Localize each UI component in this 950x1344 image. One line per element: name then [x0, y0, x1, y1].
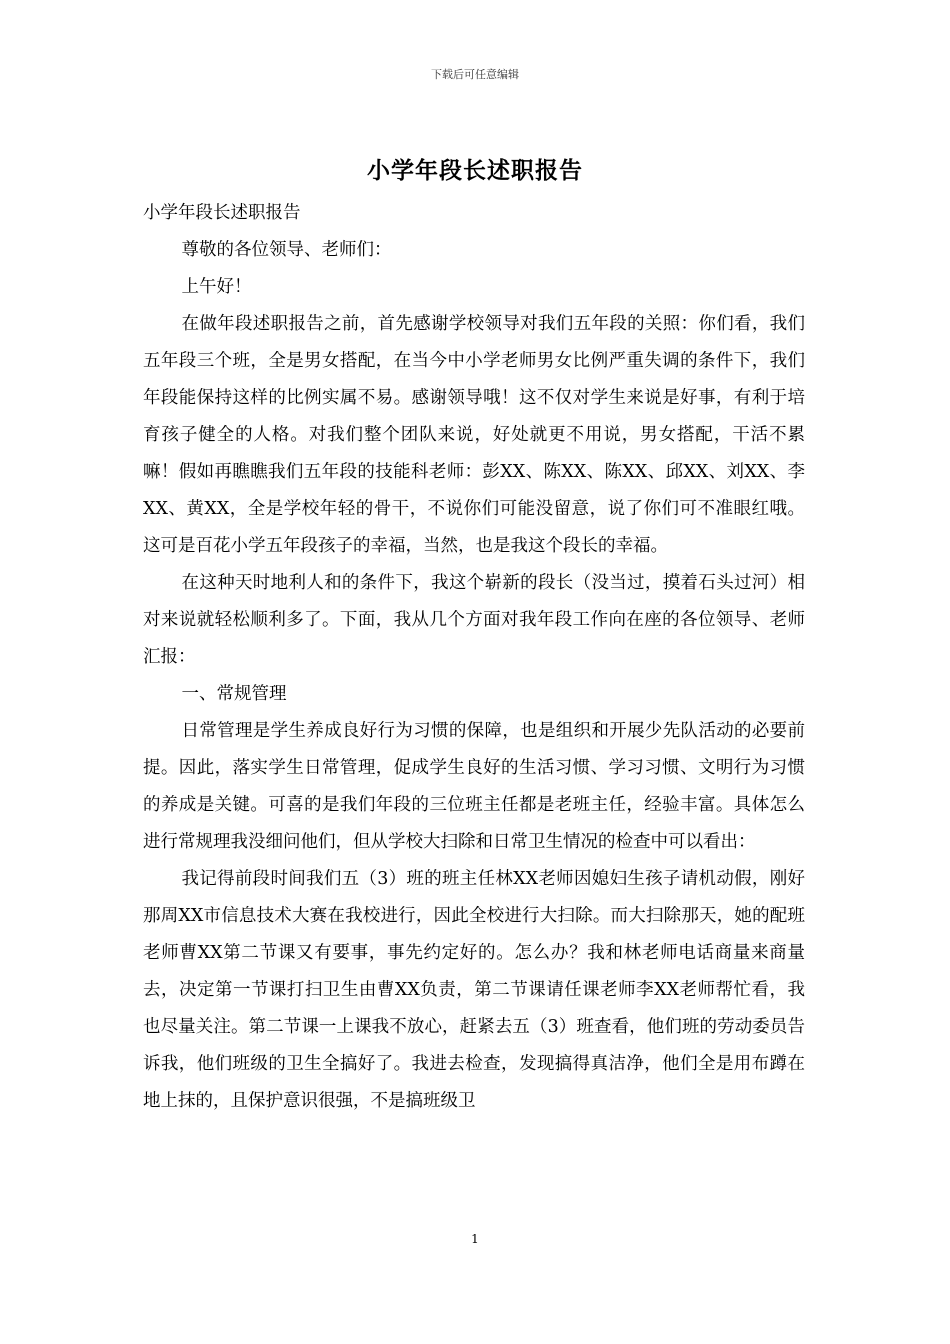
- document-body: [143, 195, 805, 1120]
- paragraph-routine: 日常管理是学生养成良好行为习惯的保障，也是组织和开展少先队活动的必要前提。因此，落实学生日常管理，促成学生良好的生活习惯、学习习惯、文明行为习惯的养成是关键。可喜的是我们年段的三位班主任都是老班主任，经验丰富。具体怎么进行常规理我没细问他们，但从学校大扫除和日常卫生情况的检查中可以看出：: [143, 721, 805, 852]
- section-heading-routine: 一、常规管理: [181, 684, 287, 704]
- paragraph-greeting: 上午好！: [181, 277, 252, 297]
- paragraph-subtitle: 小学年段长述职报告: [143, 203, 301, 223]
- header-note: 下载后可任意编辑: [431, 68, 519, 81]
- paragraph-intro: 在做年段述职报告之前，首先感谢学校领导对我们五年段的关照：你们看，我们五年段三个班，全是男女搭配，在当今中小学老师男女比例严重失调的条件下，我们年段能保持这样的比例实属不易。感谢领导哦！这不仅对学生来说是好事，有利于培育孩子健全的人格。对我们整个团队来说，好处就更不用说，男女搭配，干活不累嘛！假如再瞧瞧我们五年段的技能科老师：彭XX、陈XX、陈XX、邱XX、刘XX、李XX、黄XX，全是学校年轻的骨干，不说你们可能没留意，说了你们可不准眼红哦。这可是百花小学五年段孩子的幸福，当然，也是我这个段长的幸福。: [143, 314, 805, 556]
- document-title: 小学年段长述职报告: [367, 157, 583, 184]
- paragraph-salutation: 尊敬的各位领导、老师们：: [181, 240, 392, 260]
- paragraph-transition: 在这种天时地利人和的条件下，我这个崭新的段长（没当过，摸着石头过河）相对来说就轻松顺利多了。下面，我从几个方面对我年段工作向在座的各位领导、老师汇报：: [143, 573, 805, 667]
- page-number: 1: [471, 1232, 479, 1246]
- paragraph-example: 我记得前段时间我们五（3）班的班主任林XX老师因媳妇生孩子请机动假，刚好那周XX市信息技术大赛在我校进行，因此全校进行大扫除。而大扫除那天，她的配班老师曹XX第二节课又有要事，事先约定好的。怎么办？我和林老师电话商量来商量去，决定第一节课打扫卫生由曹XX负责，第二节课请任课老师李XX老师帮忙看，我也尽量关注。第二节课一上课我不放心，赶紧去五（3）班查看，他们班的劳动委员告诉我，他们班级的卫生全搞好了。我进去检查，发现搞得真洁净，他们全是用布蹲在地上抹的，且保护意识很强，不是搞班级卫: [143, 869, 805, 1111]
